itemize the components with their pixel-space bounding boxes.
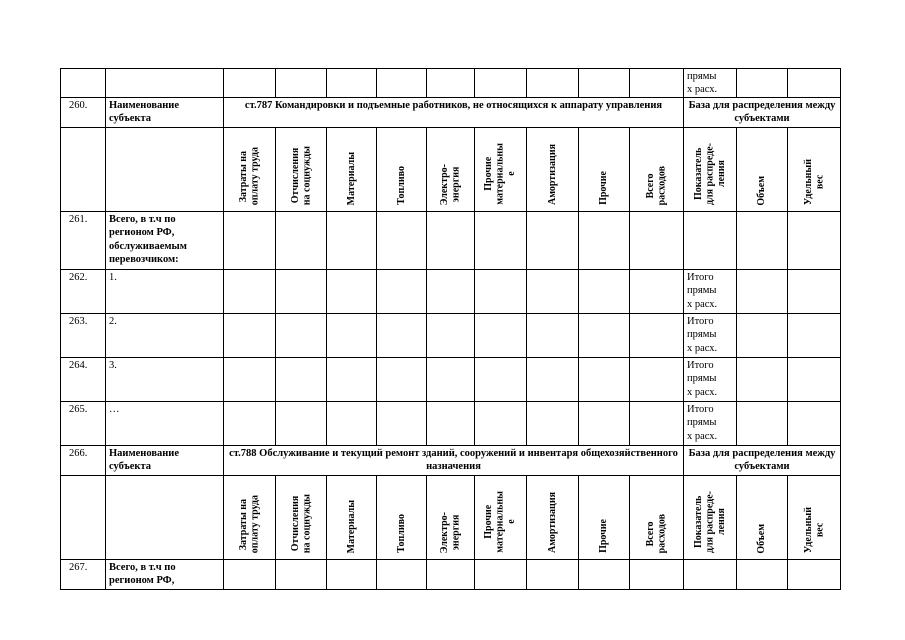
row-number: 267.: [61, 560, 106, 590]
empty-cell: [630, 69, 684, 98]
empty-cell: [224, 314, 276, 358]
empty-cell: [579, 358, 630, 402]
table-row: [61, 476, 841, 560]
row-note: Итого прямы х расх.: [684, 314, 737, 358]
empty-cell: [276, 402, 327, 446]
row-note: [684, 560, 737, 590]
row-number: 265.: [61, 402, 106, 446]
row-label: …: [106, 402, 224, 446]
column-header-label: Отчисления на соцнужды: [289, 145, 312, 206]
base-column-header-label: Показатель для распреде- ления: [692, 143, 727, 206]
empty-cell: [737, 212, 788, 270]
row-number: 260.: [61, 98, 106, 128]
empty-cell: [327, 270, 377, 314]
base-column-header-label: Удельный вес: [802, 159, 825, 206]
empty-cell: [475, 358, 527, 402]
base-column-header: [684, 476, 737, 560]
empty-cell: [224, 212, 276, 270]
empty-cell: [224, 270, 276, 314]
empty-cell: [788, 270, 841, 314]
empty-cell: [276, 270, 327, 314]
empty-cell: [327, 402, 377, 446]
empty-cell: [788, 560, 841, 590]
column-header: [527, 476, 579, 560]
empty-cell: [327, 560, 377, 590]
column-header-label: Отчисления на соцнужды: [289, 493, 312, 554]
table-row: [61, 212, 841, 270]
empty-cell: [737, 69, 788, 98]
empty-cell: [737, 314, 788, 358]
row-note: [684, 212, 737, 270]
empty-cell: [224, 560, 276, 590]
row-note: Итого прямы х расх.: [684, 270, 737, 314]
column-header: [327, 128, 377, 212]
empty-cell: [377, 69, 427, 98]
empty-cell: [475, 560, 527, 590]
empty-cell: [475, 402, 527, 446]
empty-cell: [788, 314, 841, 358]
row-label: 3.: [106, 358, 224, 402]
empty-cell: [276, 314, 327, 358]
empty-cell: [788, 358, 841, 402]
empty-cell: [427, 560, 475, 590]
empty-cell: [788, 212, 841, 270]
column-header-label: Амортизация: [546, 144, 558, 206]
empty-cell: [61, 128, 106, 212]
row-number: 266.: [61, 446, 106, 476]
empty-cell: [224, 358, 276, 402]
empty-cell: [427, 270, 475, 314]
column-header-label: Всего расходов: [645, 165, 668, 206]
empty-cell: [377, 270, 427, 314]
empty-cell: [61, 69, 106, 98]
cost-distribution-table: [60, 68, 841, 590]
column-header: [475, 128, 527, 212]
empty-cell: [106, 476, 224, 560]
empty-cell: [788, 69, 841, 98]
base-column-header: [684, 128, 737, 212]
empty-cell: [327, 358, 377, 402]
row-label: 2.: [106, 314, 224, 358]
empty-cell: [737, 358, 788, 402]
table-row: [61, 358, 841, 402]
empty-cell: [475, 270, 527, 314]
column-header: [276, 476, 327, 560]
table-row: [61, 270, 841, 314]
empty-cell: [527, 69, 579, 98]
column-header-label: Прочие материальны е: [483, 143, 518, 206]
empty-cell: [106, 128, 224, 212]
column-header: [427, 128, 475, 212]
column-header: [377, 476, 427, 560]
empty-cell: [579, 402, 630, 446]
article-title: ст.788 Обслуживание и текущий ремонт зданий, сооружений и инвентаря общехозяйственного назначения: [224, 446, 684, 476]
empty-cell: [427, 358, 475, 402]
empty-cell: [475, 69, 527, 98]
base-column-header-label: Показатель для распреде- ления: [692, 491, 727, 554]
empty-cell: [377, 560, 427, 590]
empty-cell: [327, 212, 377, 270]
empty-cell: [276, 69, 327, 98]
empty-cell: [630, 314, 684, 358]
column-header: [579, 476, 630, 560]
column-header-label: Электро- энергия: [439, 163, 462, 206]
base-column-header-label: Объем: [756, 175, 768, 206]
column-header: [630, 128, 684, 212]
column-header-label: Материалы: [345, 499, 357, 554]
empty-cell: [579, 212, 630, 270]
table-row: [61, 446, 841, 476]
column-header-label: Амортизация: [546, 492, 558, 554]
row-number: 261.: [61, 212, 106, 270]
subject-name-header: Наименование субъекта: [106, 446, 224, 476]
empty-cell: [579, 560, 630, 590]
column-header-label: Топливо: [395, 166, 407, 206]
column-header: [427, 476, 475, 560]
row-number: 262.: [61, 270, 106, 314]
table-row: [61, 128, 841, 212]
empty-cell: [377, 402, 427, 446]
empty-cell: [475, 314, 527, 358]
base-title: База для распределения между субъектами: [684, 446, 841, 476]
column-header: [276, 128, 327, 212]
column-header: [630, 476, 684, 560]
empty-cell: [427, 402, 475, 446]
empty-cell: [737, 270, 788, 314]
empty-cell: [737, 560, 788, 590]
empty-cell: [527, 212, 579, 270]
table-row: [61, 402, 841, 446]
empty-cell: [377, 212, 427, 270]
row-label: Всего, в т.ч по регионом РФ, обслуживаемым перевозчиком:: [106, 212, 224, 270]
row-note: прямы х расх.: [684, 69, 737, 98]
column-header-label: Топливо: [395, 514, 407, 554]
empty-cell: [106, 69, 224, 98]
empty-cell: [630, 212, 684, 270]
row-number: 264.: [61, 358, 106, 402]
empty-cell: [377, 358, 427, 402]
row-label: 1.: [106, 270, 224, 314]
empty-cell: [527, 560, 579, 590]
empty-cell: [527, 314, 579, 358]
table-row: [61, 98, 841, 128]
empty-cell: [527, 358, 579, 402]
column-header: [377, 128, 427, 212]
empty-cell: [377, 314, 427, 358]
empty-cell: [527, 270, 579, 314]
column-header-label: Всего расходов: [645, 513, 668, 554]
empty-cell: [327, 69, 377, 98]
column-header: [327, 476, 377, 560]
base-column-header: [788, 476, 841, 560]
subject-name-header: Наименование субъекта: [106, 98, 224, 128]
column-header-label: Материалы: [345, 151, 357, 206]
empty-cell: [427, 314, 475, 358]
column-header: [579, 128, 630, 212]
empty-cell: [579, 69, 630, 98]
empty-cell: [427, 212, 475, 270]
column-header-label: Прочие: [598, 519, 610, 554]
empty-cell: [630, 560, 684, 590]
row-number: 263.: [61, 314, 106, 358]
empty-cell: [579, 270, 630, 314]
empty-cell: [276, 560, 327, 590]
empty-cell: [630, 358, 684, 402]
column-header: [224, 128, 276, 212]
empty-cell: [224, 69, 276, 98]
base-column-header: [788, 128, 841, 212]
base-column-header: [737, 128, 788, 212]
empty-cell: [427, 69, 475, 98]
column-header-label: Прочие материальны е: [483, 491, 518, 554]
base-column-header-label: Объем: [756, 523, 768, 554]
column-header: [224, 476, 276, 560]
table-row: [61, 560, 841, 590]
column-header-label: Затраты на оплату труда: [238, 494, 261, 554]
empty-cell: [61, 476, 106, 560]
column-header: [527, 128, 579, 212]
column-header-label: Затраты на оплату труда: [238, 146, 261, 206]
column-header-label: Прочие: [598, 171, 610, 206]
empty-cell: [630, 270, 684, 314]
empty-cell: [276, 212, 327, 270]
empty-cell: [327, 314, 377, 358]
base-title: База для распределения между субъектами: [684, 98, 841, 128]
empty-cell: [579, 314, 630, 358]
empty-cell: [630, 402, 684, 446]
row-note: Итого прямы х расх.: [684, 402, 737, 446]
base-column-header: [737, 476, 788, 560]
empty-cell: [737, 402, 788, 446]
base-column-header-label: Удельный вес: [802, 507, 825, 554]
empty-cell: [475, 212, 527, 270]
row-label: Всего, в т.ч по регионом РФ,: [106, 560, 224, 590]
empty-cell: [527, 402, 579, 446]
column-header-label: Электро- энергия: [439, 511, 462, 554]
row-note: Итого прямы х расх.: [684, 358, 737, 402]
empty-cell: [276, 358, 327, 402]
table-row: [61, 314, 841, 358]
column-header: [475, 476, 527, 560]
empty-cell: [224, 402, 276, 446]
article-title: ст.787 Командировки и подъемные работников, не относящихся к аппарату управления: [224, 98, 684, 128]
table-row: [61, 69, 841, 98]
empty-cell: [788, 402, 841, 446]
